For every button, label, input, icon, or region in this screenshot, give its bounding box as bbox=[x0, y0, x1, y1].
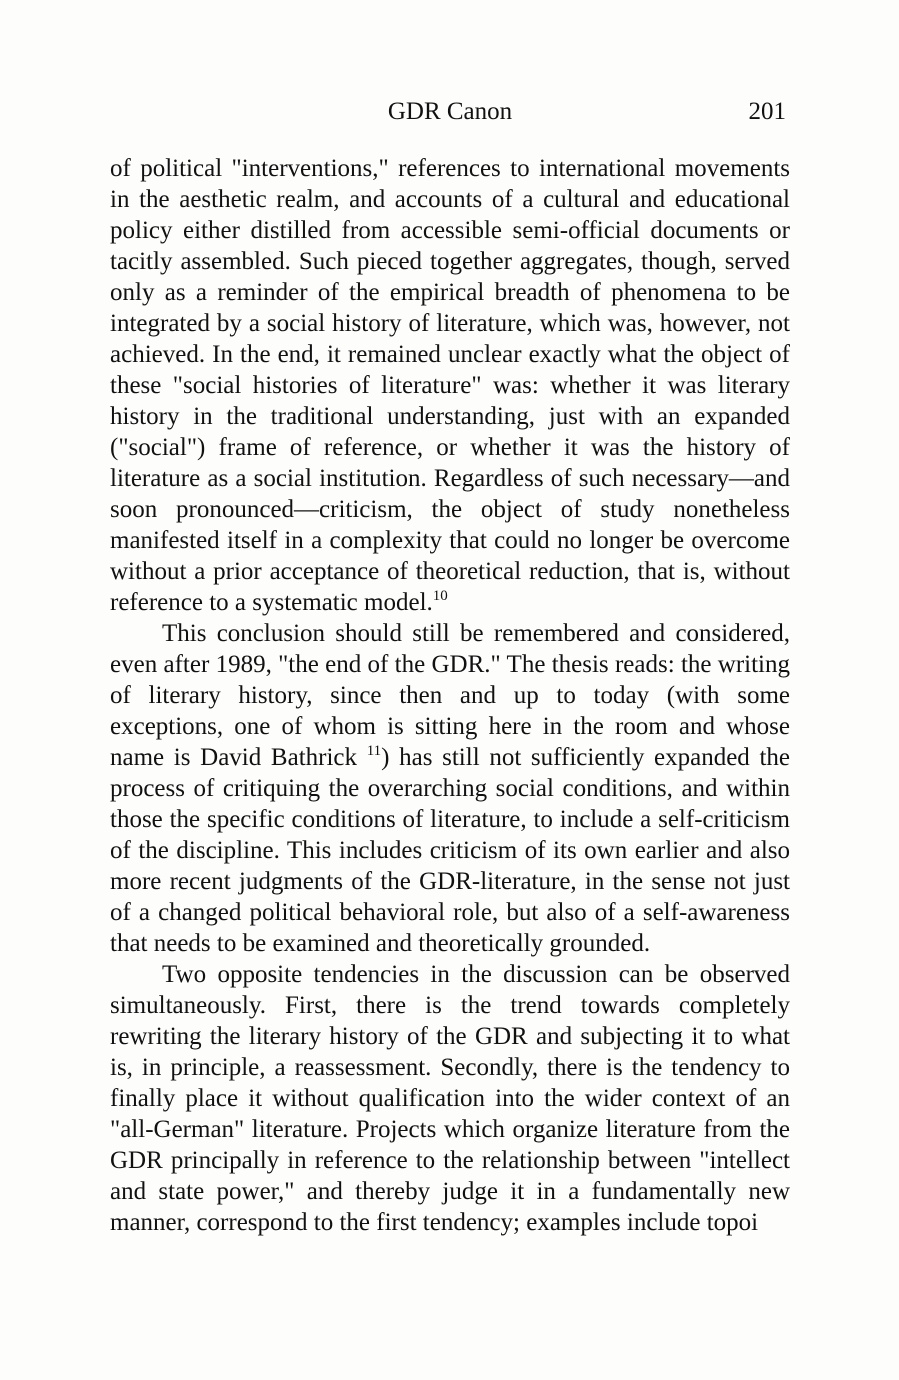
paragraph-1 bbox=[110, 153, 790, 618]
paragraph-1-text: of political "interventions," references to international movements in the aesthetic realm, and accounts of a cultural and educational policy either distilled from accessible semi-official documents or tacitly assembled. Such pieced together aggregates, though, served only as a reminder of the empirical breadth of phenomena to be integrated by a social history of literature, which was, however, not achieved. In the end, it remained unclear exactly what the object of these "social histories of literature" was: whether it was literary history in the traditional understanding, just with an expanded ("social") frame of reference, or whether it was the history of literature as a social institution. Regardless of such necessary—and soon pronounced—criticism, the object of study nonetheless manifested itself in a complexity that could no longer be overcome without a prior acceptance of theoretical reduction, that is, without reference to a systematic model. bbox=[110, 155, 790, 616]
paragraph-2 bbox=[110, 618, 790, 959]
paragraph-3-text: Two opposite tendencies in the discussion can be observed simultaneously. First, there is the trend towards completely rewriting the literary history of the GDR and subjecting it to what is, in principle, a reassessment. Secondly, there is the tendency to finally place it without qualification into the wider context of an "all-German" literature. Projects which organize literature from the GDR principally in reference to the relationship between "intellect and state power," and thereby judge it in a fundamentally new manner, correspond to the first tendency; examples include topoi bbox=[110, 961, 790, 1236]
footnote-ref-10: 10 bbox=[432, 588, 448, 604]
paragraph-2-text-after: ) has still not sufficiently expanded the process of critiquing the overarching social conditions, and within those the specific conditions of literature, to include a self-criticism of the discipline. This includes criticism of its own earlier and also more recent judgments of the GDR-literature, in the sense not just of a changed political behavioral role, but also of a self-awareness that needs to be examined and theoretically grounded. bbox=[110, 744, 791, 957]
running-title: GDR Canon bbox=[387, 98, 513, 125]
page-number: 201 bbox=[748, 98, 786, 125]
paragraph-3 bbox=[110, 959, 790, 1238]
body-text bbox=[110, 153, 790, 1238]
footnote-ref-11: 11 bbox=[366, 743, 382, 759]
running-head bbox=[110, 98, 790, 132]
paragraph-2-text-before: This conclusion should still be remembered and considered, even after 1989, "the end of the GDR." The thesis reads: the writing of literary history, since then and up to today (with some exceptions, one of whom is sitting here in the room and whose name is David Bathrick bbox=[110, 620, 790, 771]
